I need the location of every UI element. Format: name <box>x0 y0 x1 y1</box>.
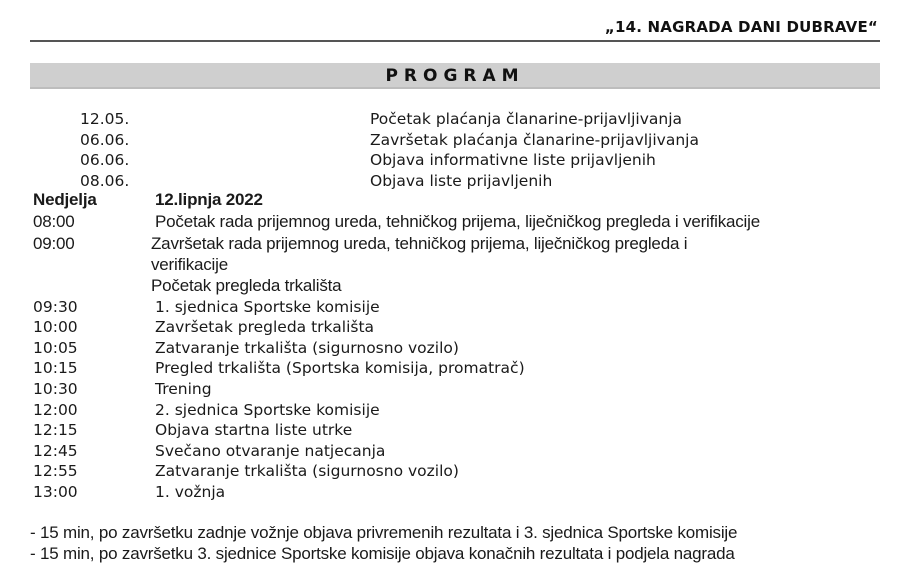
deadline-text: Početak plaćanja članarine-prijavljivanja <box>370 110 683 128</box>
schedule-time: 12:55 <box>33 462 78 480</box>
schedule-text: Trening <box>155 380 212 398</box>
schedule-text-extra: Početak pregleda trkališta <box>151 276 342 295</box>
schedule-time: 10:00 <box>33 318 78 336</box>
deadline-text: Objava liste prijavljenih <box>370 172 553 190</box>
deadline-date: 06.06. <box>80 131 130 149</box>
schedule-text: Zatvaranje trkališta (sigurnosno vozilo) <box>155 339 459 357</box>
deadline-date: 08.06. <box>80 172 130 190</box>
day-name: Nedjelja <box>33 190 97 209</box>
schedule-text: Objava startna liste utrke <box>155 421 353 439</box>
program-title: PROGRAM <box>385 66 525 86</box>
schedule-time: 12:00 <box>33 401 78 419</box>
schedule-text: Svečano otvaranje natjecanja <box>155 442 386 460</box>
schedule-time: 12:15 <box>33 421 78 439</box>
deadline-text: Završetak plaćanja članarine-prijavljivanja <box>370 131 699 149</box>
deadline-date: 06.06. <box>80 151 130 169</box>
schedule-time: 10:15 <box>33 359 78 377</box>
schedule-text: Završetak pregleda trkališta <box>155 318 375 336</box>
schedule-time: 10:05 <box>33 339 78 357</box>
deadline-text: Objava informativne liste prijavljenih <box>370 151 656 169</box>
schedule-text: Završetak rada prijemnog ureda, tehničkog prijema, liječničkog pregleda i <box>151 234 688 253</box>
schedule-time: 12:45 <box>33 442 78 460</box>
schedule-time: 09:00 <box>33 234 75 253</box>
deadline-date: 12.05. <box>80 110 130 128</box>
schedule-text: 1. sjednica Sportske komisije <box>155 298 380 316</box>
schedule-time: 09:30 <box>33 298 78 316</box>
header-divider <box>30 40 880 42</box>
day-date: 12.lipnja 2022 <box>155 190 263 209</box>
schedule-text-continued: verifikacije <box>151 255 228 274</box>
schedule-text: Pregled trkališta (Sportska komisija, promatrač) <box>155 359 525 377</box>
schedule-time: 13:00 <box>33 483 78 501</box>
schedule-text: Početak rada prijemnog ureda, tehničkog prijema, liječničkog pregleda i verifikacije <box>155 212 760 231</box>
note: - 15 min, po završetku 3. sjednice Sportske komisije objava konačnih rezultata i podjela nagrada <box>30 544 735 563</box>
schedule-text: 1. vožnja <box>155 483 226 501</box>
document-header-title: „14. NAGRADA DANI DUBRAVE“ <box>604 18 878 36</box>
schedule-time: 10:30 <box>33 380 78 398</box>
schedule-text: Zatvaranje trkališta (sigurnosno vozilo) <box>155 462 459 480</box>
note: - 15 min, po završetku zadnje vožnje objava privremenih rezultata i 3. sjednica Sportske komisije <box>30 523 738 542</box>
schedule-text: 2. sjednica Sportske komisije <box>155 401 380 419</box>
schedule-time: 08:00 <box>33 212 75 231</box>
program-section-bar <box>30 63 880 89</box>
